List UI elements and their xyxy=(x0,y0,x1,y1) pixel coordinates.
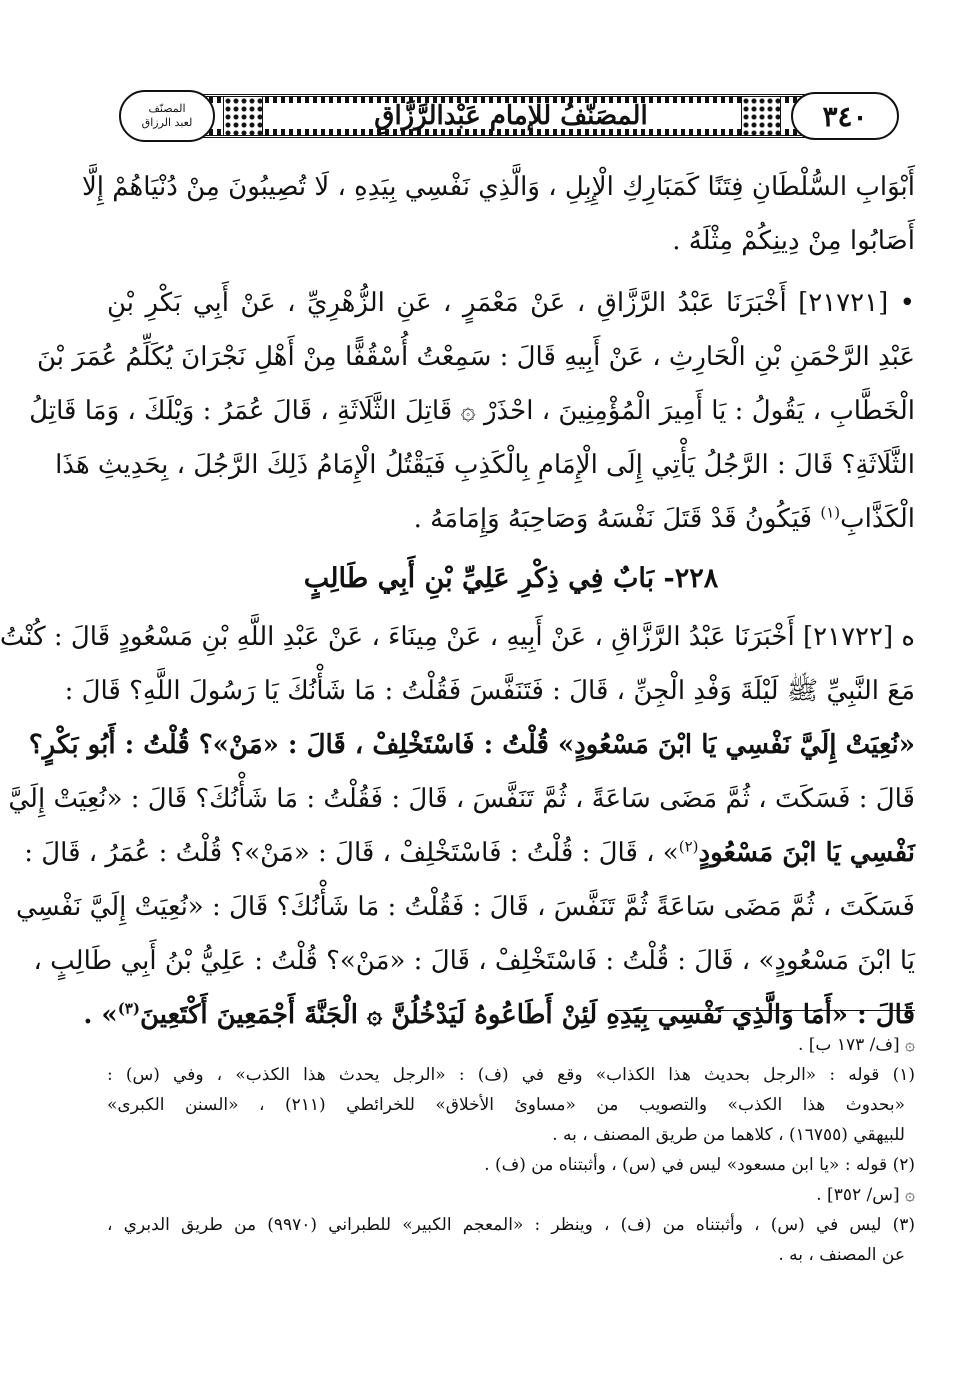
book-seal-icon xyxy=(119,90,215,142)
footnote-ref: (٣) xyxy=(117,999,140,1018)
ornament-icon xyxy=(223,96,263,136)
text-run: الْكَذَّابِ xyxy=(840,504,915,534)
hadith-21721-line: الْخَطَّابِ ، يَقُولُ : يَا أَمِيرَ الْمُؤْمِنِينَ ، احْذَرْ ۞ قَاتِلَ الثَّلَاثَةِ ، قَالَ عُمَرُ : وَيْلَكَ ، وَمَا قَاتِلُ xyxy=(29,396,915,426)
hadith-21722-line: قَالَ : فَسَكَتَ ، ثُمَّ مَضَى سَاعَةً ، ثُمَّ تَنَفَّسَ ، قَالَ : فَقُلْتُ : مَا شَأْنُكَ؟ قَالَ : «نُعِيَتْ إِلَيَّ xyxy=(8,784,915,814)
page-number: ٣٤٠ xyxy=(791,92,899,140)
text-line: أَبْوَابِ السُّلْطَانِ فِتَنًا كَمَبَارِكِ الْإِبِلِ ، وَالَّذِي نَفْسِي بِيَدِهِ ، لَا تُصِيبُونَ مِنْ دُنْيَاهُمْ إِلَّا xyxy=(81,172,915,202)
page-header xyxy=(111,88,911,144)
seal-line: لعبد الرزاق xyxy=(141,116,193,129)
hadith-21722-line: يَا ابْنَ مَسْعُودٍ» ، قَالَ : قُلْتُ : فَاسْتَخْلِفْ ، قَالَ : «مَنْ»؟ قُلْتُ : عَلِيُّ بْنُ أَبِي طَالِبٍ ، xyxy=(33,946,915,976)
folio-marker: ۞ [س/ ٣٥٢] . xyxy=(816,1185,915,1205)
text-run: » . xyxy=(83,1000,118,1030)
text-line: أَصَابُوا مِنْ دِينِكُمْ مِثْلَهُ . xyxy=(672,226,915,256)
footnote-ref: (٢) xyxy=(678,837,699,856)
hadith-21721-line xyxy=(107,492,915,546)
text-run: قَالَ : «أَمَا وَالَّذِي نَفْسِي بِيَدِهِ لَئِنْ أَطَاعُوهُ لَيَدْخُلُنَّ ۞ الْجَنَّةَ أَجْمَعِينَ أَكْتَعِينَ xyxy=(139,1000,915,1030)
hadith-21722-line: مَعَ النَّبِيِّ ﷺ لَيْلَةَ وَفْدِ الْجِنِّ ، قَالَ : فَتَنَفَّسَ فَقُلْتُ : مَا شَأْنُكَ يَا رَسُولَ اللَّهِ؟ قَالَ : xyxy=(64,676,915,706)
footnote-divider xyxy=(615,1010,915,1011)
footnote-3: عن المصنف ، به . xyxy=(778,1245,905,1265)
footnote-3: (٣) ليس في (س) ، وأثبتناه من (ف) ، وينظر : «المعجم الكبير» للطبراني (٩٩٧٠) من طريق الدبري ، xyxy=(107,1215,915,1235)
hadith-21721-line: الثَّلَاثَةِ؟ قَالَ : الرَّجُلُ يَأْتِي إِلَى الْإِمَامِ بِالْكَذِبِ فَيَقْتُلُ الْإِمَامُ ذَلِكَ الرَّجُلَ ، بِحَدِيثِ هَذَا xyxy=(55,450,915,480)
text-run: فَيَكُونُ قَدْ قَتَلَ نَفْسَهُ وَصَاحِبَهُ وَإِمَامَهُ . xyxy=(413,504,821,534)
hadith-21722-line: ه [٢١٧٢٢] أَخْبَرَنَا عَبْدُ الرَّزَّاقِ ، عَنْ أَبِيهِ ، عَنْ مِينَاءَ ، عَنْ عَبْدِ اللَّهِ بْنِ مَسْعُودٍ قَالَ : كُنْتُ xyxy=(0,622,915,652)
folio-marker: ۞ [ف/ ١٧٣ ب] . xyxy=(797,1035,915,1055)
hadith-21722-line xyxy=(24,826,915,880)
footnote-1: (١) قوله : «الرجل بحديث هذا الكذاب» وقع في (ف) : «الرجل يحدث هذا الكذب» ، وفي (س) : xyxy=(107,1065,915,1085)
footnote-ref: (١) xyxy=(820,503,841,522)
footnotes xyxy=(107,1030,915,1270)
seal-line: المصنّف xyxy=(148,102,186,115)
hadith-21721-line: • [٢١٧٢١] أَخْبَرَنَا عَبْدُ الرَّزَّاقِ ، عَنْ مَعْمَرٍ ، عَنِ الزُّهْرِيِّ ، عَنْ أَبِي بَكْرِ بْنِ xyxy=(107,288,915,318)
footnote-1: للبيهقي (١٦٧٥٥) ، كلاهما من طريق المصنف ، به . xyxy=(552,1125,905,1145)
hadith-21722-line: فَسَكَتَ ، ثُمَّ مَضَى سَاعَةً ثُمَّ تَنَفَّسَ ، قَالَ : فَقُلْتُ : مَا شَأْنُكَ؟ قَالَ : «نُعِيَتْ إِلَيَّ نَفْسِي xyxy=(16,892,915,922)
main-text xyxy=(0,160,915,1042)
hadith-21722-line: «نُعِيَتْ إِلَيَّ نَفْسِي يَا ابْنَ مَسْعُودٍ» قُلْتُ : فَاسْتَخْلِفْ ، قَالَ : «مَنْ»؟ قُلْتُ : أَبُو بَكْرٍ؟ xyxy=(28,730,915,760)
chapter-heading: ٢٢٨- بَابٌ فِي ذِكْرِ عَلِيِّ بْنِ أَبِي طَالِبٍ xyxy=(303,563,719,594)
text-run: نَفْسِي يَا ابْنَ مَسْعُودٍ xyxy=(698,838,915,868)
footnote-1: «بحدوث هذا الكذب» والتصويب من «مساوئ الأخلاق» للخرائطي (٢١١) ، «السنن الكبرى» xyxy=(107,1095,905,1115)
hadith-21721-line: عَبْدِ الرَّحْمَنِ بْنِ الْحَارِثِ ، عَنْ أَبِيهِ قَالَ : سَمِعْتُ أُسْقُفًّا مِنْ أَهْلِ نَجْرَانَ يُكَلِّمُ عُمَرَ بْنَ xyxy=(36,342,915,372)
book-title: المصَنّفُ للإمام عَبْدالرَّزَّاقِ xyxy=(374,101,648,131)
text-run: » ، قَالَ : قُلْتُ : فَاسْتَخْلِفْ ، قَالَ : «مَنْ»؟ قُلْتُ : عُمَرُ ، قَالَ : xyxy=(24,838,679,868)
footnote-2: (٢) قوله : «يا ابن مسعود» ليس في (س) ، وأثبتناه من (ف) . xyxy=(484,1155,915,1175)
